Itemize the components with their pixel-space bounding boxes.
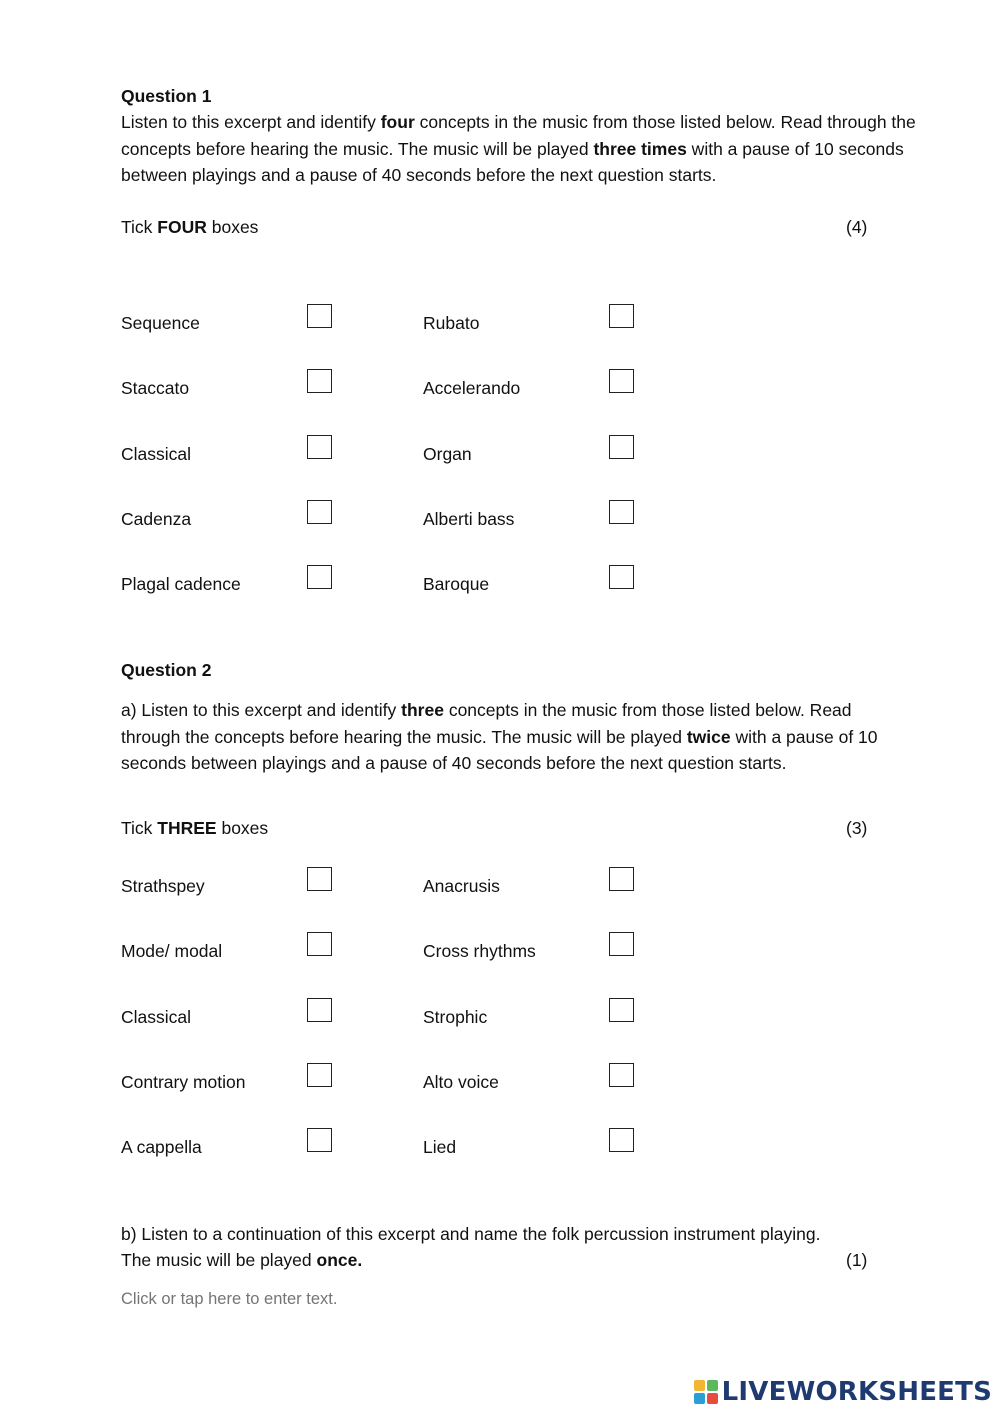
- option-label: Mode/ modal: [121, 941, 223, 962]
- question-2a-instructions: [121, 697, 881, 777]
- option-checkbox[interactable]: [307, 369, 332, 393]
- instruction-emphasis: twice: [686, 726, 731, 747]
- instruction-emphasis: four: [380, 112, 415, 132]
- option-checkbox[interactable]: [609, 500, 634, 524]
- instruction-emphasis: three times: [593, 138, 687, 159]
- option-checkbox[interactable]: [609, 867, 634, 891]
- question-2b-instruction-line1: b) Listen to a continuation of this excerpt and name the folk percussion instrument playing.: [121, 1224, 821, 1244]
- tick-suffix: boxes: [206, 217, 259, 237]
- instruction-text: The music will be played: [121, 1250, 317, 1270]
- option-label: Sequence: [121, 313, 200, 333]
- question-2-marks: (3): [846, 818, 868, 838]
- option-label: Organ: [423, 443, 472, 464]
- option-label: Accelerando: [423, 378, 521, 399]
- option-checkbox[interactable]: [307, 1128, 332, 1152]
- option-label: Lied: [423, 1137, 457, 1158]
- instruction-text: concepts in the music from those listed below. Read through the concepts before hearing the music. The music will be played: [121, 700, 852, 747]
- option-label: Cadenza: [121, 508, 192, 529]
- option-label: Classical: [121, 443, 192, 464]
- option-label: Plagal cadence: [121, 574, 241, 595]
- question-1-marks: (4): [846, 217, 868, 237]
- instruction-text: with a pause of 10 seconds between playings and a pause of 40 seconds before the next question starts.: [121, 138, 904, 185]
- option-label: Cross rhythms: [423, 941, 536, 962]
- answer-input[interactable]: [121, 1286, 681, 1312]
- question-1-title: Question 1: [121, 86, 212, 106]
- option-label: Strophic: [423, 1006, 488, 1027]
- option-label: A cappella: [121, 1137, 202, 1158]
- question-2-tick-instruction: [121, 815, 268, 841]
- option-label: Contrary motion: [121, 1071, 246, 1092]
- instruction-text: concepts in the music from those listed below. Read through the concepts before hearing the music. The music will be played: [121, 112, 916, 159]
- option-checkbox[interactable]: [307, 998, 332, 1022]
- option-checkbox[interactable]: [609, 435, 634, 459]
- option-label: Classical: [121, 1006, 192, 1027]
- option-label: Alto voice: [423, 1071, 499, 1092]
- option-checkbox[interactable]: [307, 932, 332, 956]
- option-checkbox[interactable]: [609, 998, 634, 1022]
- option-checkbox[interactable]: [609, 1063, 634, 1087]
- tick-count: THREE: [157, 818, 217, 838]
- liveworksheets-logo: [694, 1377, 992, 1407]
- option-checkbox[interactable]: [307, 1063, 332, 1087]
- option-checkbox[interactable]: [609, 932, 634, 956]
- option-label: Staccato: [121, 378, 190, 399]
- option-checkbox[interactable]: [609, 565, 634, 589]
- option-checkbox[interactable]: [307, 304, 332, 328]
- option-checkbox[interactable]: [307, 435, 332, 459]
- option-checkbox[interactable]: [307, 867, 332, 891]
- logo-icon: [694, 1380, 718, 1404]
- option-checkbox[interactable]: [609, 304, 634, 328]
- option-checkbox[interactable]: [307, 500, 332, 524]
- option-label: Alberti bass: [423, 508, 515, 529]
- option-label: Baroque: [423, 574, 490, 595]
- tick-prefix: Tick: [121, 217, 158, 237]
- question-2b-marks: (1): [846, 1250, 868, 1270]
- tick-prefix: Tick: [121, 818, 158, 838]
- tick-count: FOUR: [157, 217, 207, 237]
- option-label: Anacrusis: [423, 876, 500, 896]
- instruction-bold: once.: [316, 1250, 363, 1270]
- option-checkbox[interactable]: [609, 369, 634, 393]
- tick-suffix: boxes: [216, 818, 269, 838]
- instruction-text: a) Listen to this excerpt and identify: [121, 700, 402, 720]
- instruction-text: Listen to this excerpt and identify: [121, 112, 381, 132]
- option-label: Rubato: [423, 313, 480, 333]
- question-2-title: Question 2: [121, 660, 212, 680]
- question-1-tick-instruction: [121, 214, 258, 240]
- option-label: Strathspey: [121, 876, 205, 896]
- logo-text: LIVEWORKSHEETS: [721, 1377, 992, 1407]
- option-checkbox[interactable]: [609, 1128, 634, 1152]
- option-checkbox[interactable]: [307, 565, 332, 589]
- question-2b-instruction-line2: [121, 1247, 362, 1273]
- question-1-instructions: [121, 109, 926, 189]
- instruction-emphasis: three: [401, 700, 444, 720]
- instruction-text: with a pause of 10 seconds between playings and a pause of 40 seconds before the next question starts.: [121, 726, 878, 773]
